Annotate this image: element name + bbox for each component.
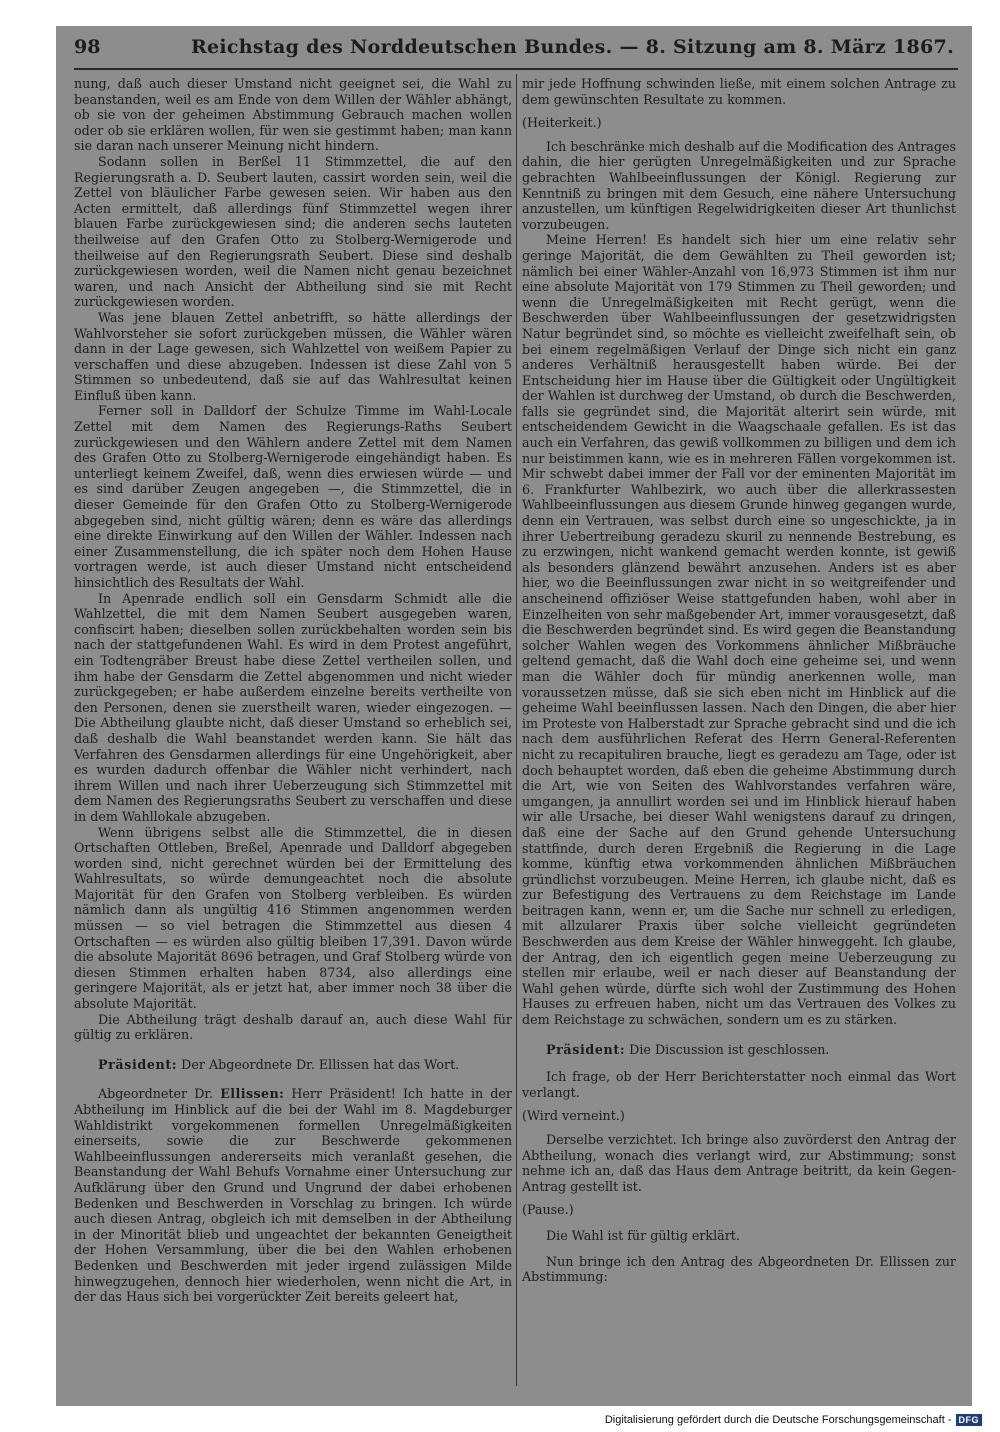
paragraph: Ich frage, ob der Herr Berichterstatter noch einmal das Wort verlangt. [522, 1069, 956, 1100]
paragraph: Die Wahl ist für gültig erklärt. [546, 1227, 740, 1243]
scanned-page [56, 26, 972, 1406]
dfg-logo: DFG [956, 1414, 983, 1426]
credit-text: Digitalisierung gefördert durch die Deutsche Forschungsgemeinschaft - [604, 1414, 952, 1426]
paragraph: Ich beschränke mich deshalb auf die Modification des Antrages dahin, die hier gerügten Unregelmäßigkeiten und zur Sprache gebrachten Wahlbeeinflussungen der Königl. Regierung zur Kenntniß zu bringen mit dem Gesuch, eine nähere Untersuchung anzustellen, um künftigen Regelwidrigkeiten dieser Art thunlichst vorzubeugen. [522, 138, 956, 232]
speaker-paragraph [522, 1042, 956, 1058]
page-header [74, 36, 954, 66]
speech-text: Der Abgeordnete Dr. Ellissen hat das Wort. [181, 1056, 460, 1072]
speech-text: Herr Präsident! Ich hatte in der Abtheilung im Hinblick auf die bei der Wahl im 8. Magdeburger Wahldistrikt vorgekommenen formellen Unregelmäßigkeiten einerseits, sowie die zur Beschwerde gekommenen Wahlbeeinflussungen andererseits mich veranlaßt gesehen, die Beanstandung der Wahl Behufs Vornahme einer Untersuchung zur Aufklärung über den Grund und Ungrund der dabei erhobenen Bedenken und Beschwerden in Vorschlag zu bringen. Ich würde auch diesen Antrag, obgleich ich mit demselben in der Abtheilung in der Minorität blieb und ungeachtet der bekannten Geneigtheit der Hohen Versammlung, über die bei den Wahlen erhobenen Bedenken und Beschwerden mit jeder irgend zulässigen Milde hinwegzugehen, dennoch hier wiederholen, wenn nicht die Art, in der das Haus sich bei vorgerückter Zeit bereits geleert hat, [74, 1086, 512, 1305]
continued-paragraph: nung, daß auch dieser Umstand nicht geeignet sei, die Wahl zu beanstanden, weil es am Ende von dem Willen der Wähler abhängt, ob sie von der geheimen Abstimmung Gebrauch machen wollen oder ob sie erklären wollen, für wen sie gestimmt haben; man kann sie daran nach unserer Meinung nicht hindern. [74, 76, 512, 154]
continued-paragraph: mir jede Hoffnung schwinden ließe, mit einem solchen Antrage zu dem gewünschten Resultate zu kommen. [522, 76, 956, 107]
paragraph: Derselbe verzichtet. Ich bringe also zuvörderst den Antrag der Abtheilung, wonach dies verlangt wird, zur Abstimmung; sonst nehme ich an, daß das Haus dem Antrage beitritt, da kein Gegen-Antrag gestellt ist. [522, 1132, 956, 1194]
speech-text: Die Discussion ist geschlossen. [629, 1041, 830, 1057]
running-head: Reichstag des Norddeutschen Bundes. — 8. Sitzung am 8. März 1867. [190, 36, 954, 58]
right-column [522, 76, 956, 1386]
paragraph: Meine Herren! Es handelt sich hier um eine relativ sehr geringe Majorität, die dem Gewählten zu Theil geworden ist; nämlich bei einer Wähler-Anzahl von 16,973 Stimmen ist ihm nur eine absolute Majorität von 179 Stimmen zu Theil geworden; und wenn die Unregelmäßigkeiten mit Recht gerügt, wenn die Beschwerden über Wahlbeeinflussungen der gesetzwidrigsten Natur begründet sind, so möchte es vielleicht zweifelhaft sein, ob bei einem regelmäßigen Verlauf der Dinge sich nicht ein ganz anderes Verhältniß herausgestellt haben würde. Bei der Entscheidung hier im Hause über die Gültigkeit oder Ungültigkeit der Wahlen ist durchweg der Umstand, ob durch die Beschwerden, falls sie gegründet sind, die Majorität alterirt sein würde, mit entscheidendem Gewicht in die Waagschaale gefallen. Es ist das auch ein Verfahren, das gewiß vollkommen zu billigen und dem ich nur beistimmen kann, wie es in mehreren Fällen vorgekommen ist. Mir schwebt dabei immer der Fall vor der eminenten Majorität im 6. Frankfurter Wahlbezirk, wo auch über die allerkrassesten Wahlbeeinflussungen aus diesem Grunde hinweg gegangen wurde, denn ein Vertrauen, was selbst durch eine so ungeschickte, ja in ihrer Uebertreibung geradezu skuril zu nennende Bestrebung, es zu erzwingen, nicht wankend gemacht werden konnte, ist gewiß als besonders glänzend bewährt anzusehen. Anders ist es aber hier, wo die Beeinflussungen zwar nicht in so weitgreifender und anscheinend offiziöser Weise stattgefunden haben, wohl aber in Einzelheiten von sehr maßgebender Art, immer vorausgesetzt, daß die Beschwerden begründet sind. Es wird gegen die Beanstandung solcher Wahlen wegen des Vorkommens ähnlicher Mißbräuche geltend gemacht, daß die Wahl doch eine geheime sei, und wenn man die Wähler doch für mündig anerkennen wolle, man voraussetzen müsse, daß sie sich eben nicht im Hinblick auf die geheime Wahl beeinflussen lassen. Nach den Dingen, die aber hier im Proteste von Halberstadt zur Sprache gebracht sind und die ich nach dem ausführlichen Referat des Herrn General-Referenten nicht zu recapituliren brauche, liegt es geradezu am Tage, oder ist doch behauptet worden, daß eben die geheime Abstimmung durch die Art, wie von Seiten des Wahlvorstandes verfahren wäre, umgangen, ja annullirt worden sei und im Hinblick hierauf haben wir alle Ursache, bei dieser Wahl wenigstens darauf zu dringen, daß eine der Sache auf den Grund gehende Untersuchung stattfinde, durch deren Ergebniß die Regierung in die Lage komme, künftig etwa vorkommenden ähnlichen Mißbräuchen gründlichst vorzubeugen. Meine Herren, ich glaube nicht, daß es zur Befestigung des Vertrauens zu dem Reichstage im Lande beitragen kann, wenn er, um die Sache nur schnell zu erledigen, mit allzularer Praxis über solche vielleicht gegründeten Beschwerden aus dem Kreise der Wähler hinweggeht. Ich glaube, der Antrag, den ich eigentlich gegen meine Ueberzeugung zu stellen mir erlaube, weil er nach dieser auf Beanstandung der Wahl gehen würde, dürfte sich wohl der Zustimmung des Hohen Hauses zu erfreuen haben, nicht um das Vertrauen des Volkes zu dem Reichstage zu schwächen, sondern um es zu stärken. [522, 232, 956, 1028]
speaker-role: Abgeordneter Dr. [98, 1086, 214, 1102]
speaker-paragraph [74, 1057, 512, 1073]
stage-direction: (Wird verneint.) [522, 1108, 625, 1124]
speaker-name: Präsident: [546, 1041, 626, 1057]
speaker-name: Präsident: [98, 1056, 178, 1072]
stage-direction: (Pause.) [522, 1202, 574, 1218]
speech-paragraph [74, 1086, 512, 1304]
paragraph: Was jene blauen Zettel anbetrifft, so hätte allerdings der Wahlvorsteher sie sofort zurückgeben müssen, die Wähler wären dann in der Lage gewesen, sich Wahlzettel von weißem Papier zu verschaffen und diese abzugeben. Indessen ist diese Zahl von 5 Stimmen so unbedeutend, daß sie auf das Wahlresultat keinen Einfluß üben kann. [74, 309, 512, 403]
paragraph: Sodann sollen in Berßel 11 Stimmzettel, die auf den Regierungsrath a. D. Seubert lauten, cassirt worden sein, weil die Zettel von bläulicher Farbe gewesen seien. Wir haben aus den Acten ermittelt, daß allerdings fünf Stimmzettel wegen ihrer blauen Farbe zurückgewiesen sind; die anderen sechs lauteten theilweise auf den Grafen Otto zu Stolberg-Wernigerode und theilweise auf den Regierungsrath Seubert. Diese sind deshalb zurückgewiesen worden, weil die Namen nicht genau bezeichnet waren, und nach Ansicht der Abtheilung sind sie mit Recht zurückgewiesen worden. [74, 153, 512, 310]
paragraph: Ferner soll in Dalldorf der Schulze Timme im Wahl-Locale Zettel mit dem Namen des Regierungs-Raths Seubert zurückgewiesen und den Wählern andere Zettel mit dem Namen des Grafen Otto zu Stolberg-Wernigerode eingehändigt haben. Es unterliegt keinem Zweifel, daß, wenn dies erwiesen würde — und es sind darüber Zeugen angegeben —, die Stimmzettel, die in dieser Gemeinde für den Grafen Otto zu Stolberg-Wernigerode abgegeben sind, nicht gültig wären; denn es wäre das allerdings eine direkte Einwirkung auf den Willen der Wähler. Indessen nach einer Zusammenstellung, die ich später noch dem Hohen Hause vortragen werde, ist auch dieser Umstand nicht entscheidend hinsichtlich des Resultats der Wahl. [74, 403, 512, 590]
column-divider [516, 74, 517, 1386]
paragraph: In Apenrade endlich soll ein Gensdarm Schmidt alle die Wahlzettel, die mit dem Namen Seubert ausgegeben waren, confiscirt haben; dieselben sollen zurückbehalten worden sein bis nach der stattgefundenen Wahl. Es wird in dem Protest angeführt, ein Todtengräber Breust habe diese Zettel vertheilen sollen, und ihm habe der Gensdarm die Zettel abgenommen und nicht wieder zurückgegeben; er habe außerdem einzelne bereits vertheilte von den Personen, denen sie zuerstheilt waren, wieder eingezogen. — Die Abtheilung glaubte nicht, daß dieser Umstand so erheblich sei, daß deshalb die Wahl beanstandet werden kann. Sie hält das Verfahren des Gensdarmen allerdings für eine Ungehörigkeit, aber es wurden dadurch offenbar die Wähler nicht verhindert, nach ihrem Willen und nach ihrer Ueberzeugung sich Stimmzettel mit dem Namen des Regierungsraths Seubert zu verschaffen und diese in dem Wahllokale abzugeben. [74, 590, 512, 824]
speaker-name: Ellissen: [220, 1086, 285, 1102]
paragraph: Nun bringe ich den Antrag des Abgeordneten Dr. Ellissen zur Abstimmung: [522, 1253, 956, 1285]
stage-direction: (Heiterkeit.) [522, 115, 602, 131]
left-column [74, 76, 512, 1386]
paragraph: Wenn übrigens selbst alle die Stimmzettel, die in diesen Ortschaften Ottleben, Breßel, Apenrade und Dalldorf abgegeben worden sind, nicht gerechnet würden bei der Ermittelung des Wahlresultats, so würde demungeachtet noch die absolute Majorität für den Grafen von Stolberg verbleiben. Es würden nämlich dann als ungültig 416 Stimmen angenommen werden müssen — so viel betragen die Stimmzettel aus diesen 4 Ortschaften — es würden also gültig bleiben 17,391. Davon würde die absolute Majorität 8696 betragen, und Graf Stolberg würde von diesen Stimmen erhalten haben 8734, also allerdings eine geringere Majorität, als er jetzt hat, aber immer noch 38 über die absolute Majorität. [74, 824, 512, 1012]
page-number: 98 [74, 36, 101, 58]
paragraph: Die Abtheilung trägt deshalb darauf an, auch diese Wahl für gültig zu erklären. [74, 1011, 512, 1043]
digitization-credit [605, 1414, 982, 1426]
header-rule [74, 68, 958, 70]
